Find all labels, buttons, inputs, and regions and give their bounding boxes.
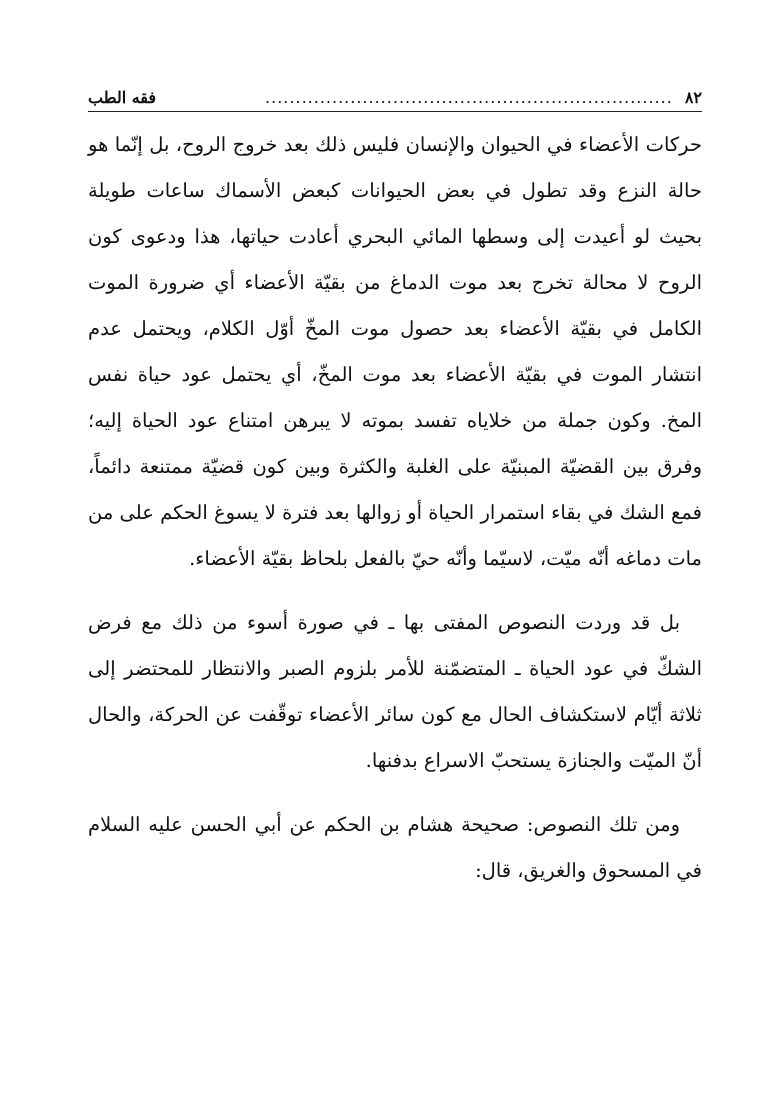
paragraph-continuation: حركات الأعضاء في الحيوان والإنسان فليس ذلك بعد خروج الروح، بل إنّما هو حالة النزع وقد تطول في بعض الحيوانات كبعض الأسماك ساعات طويلة بحيث لو أعيدت إلى وسطها المائي البحري أعادت حياتها، هذا ودعوى كون الروح لا محالة تخرج بعد موت الدماغ من بقيّة الأعضاء أي ضرورة الموت الكامل في بقيّة الأعضاء بعد حصول موت المخّ أوّل الكلام، ويحتمل عدم انتشار الموت في بقيّة الأعضاء بعد موت المخّ، أي يحتمل عود حياة نفس المخ. وكون جملة من خلاياه تفسد بموته لا يبرهن امتناع عود الحياة إليه؛ وفرق بين القضيّة المبنيّة على الغلبة والكثرة وبين كون قضيّة ممتنعة دائماً، فمع الشك في بقاء استمرار الحياة أو زوالها بعد فترة لا يسوغ الحكم على من مات دماغه أنّه ميّت، لاسيّما وأنّه حيّ بالفعل بلحاظ بقيّة الأعضاء.: [88, 133, 702, 570]
body-text: [88, 122, 702, 894]
book-title: فقه الطب: [88, 88, 157, 107]
book-page: [88, 78, 702, 1078]
paragraph-texts-reference: بل قد وردت النصوص المفتى بها ـ في صورة أسوء من ذلك مع فرض الشكّ في عود الحياة ـ المتضمّنة للأمر بلزوم الصبر والانتظار للمحتضر إلى ثلاثة أيّام لاستكشاف الحال مع كون سائر الأعضاء توقّفت عن الحركة، والحال أنّ الميّت والجنازة يستحبّ الاسراع بدفنها.: [88, 611, 702, 772]
leader-dots: ...................................................................: [265, 88, 673, 107]
running-header: [88, 78, 702, 112]
paragraph-hisham-narration: ومن تلك النصوص: صحيحة هشام بن الحكم عن أبي الحسن عليه السلام في المسحوق والغريق، قال:: [88, 813, 702, 882]
page-number: ٨٢: [684, 88, 702, 107]
